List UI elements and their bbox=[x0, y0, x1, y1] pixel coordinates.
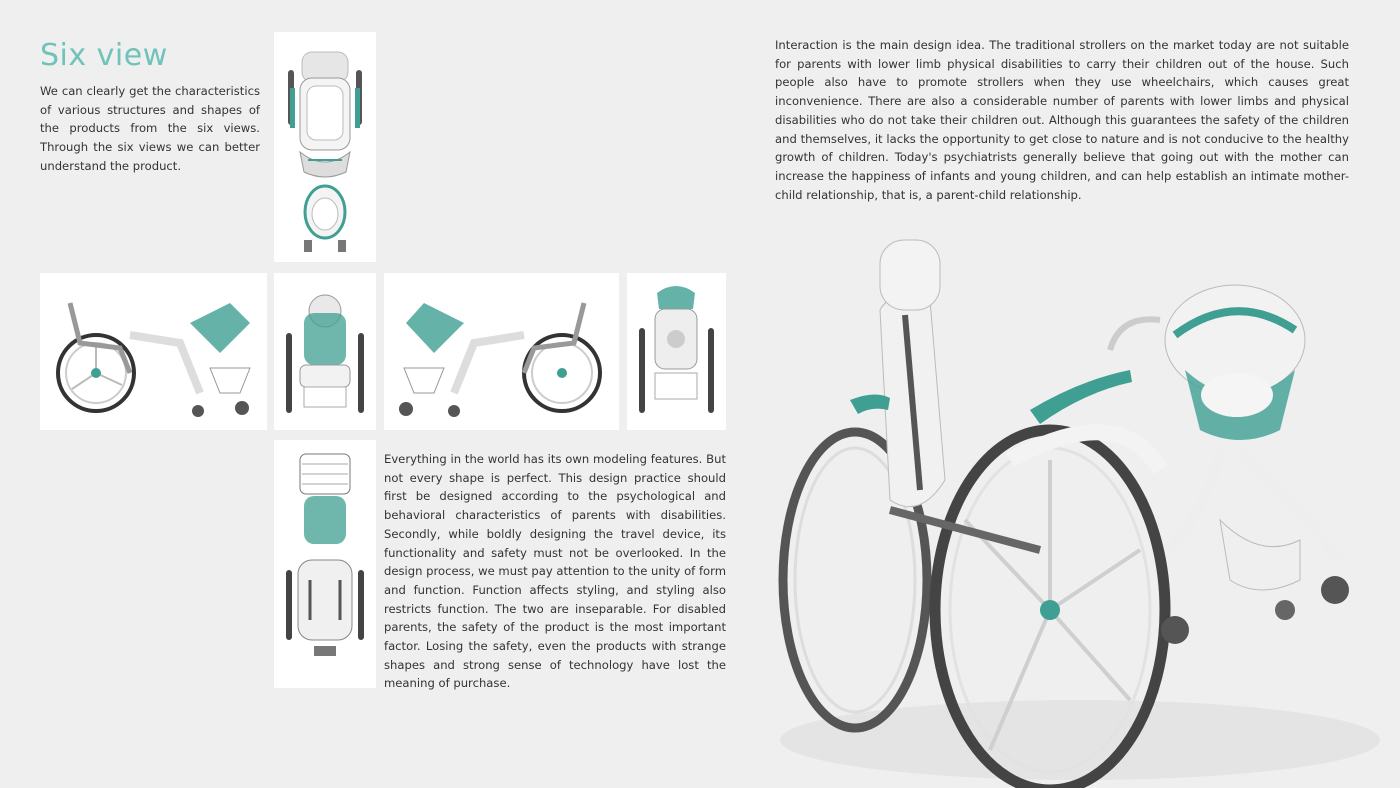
product-render-image bbox=[740, 220, 1400, 788]
design-idea-paragraph: Interaction is the main design idea. The traditional strollers on the market today are not suitable for parents with lower limb physical disabilities to carry their children out of the house. Such people also have to promote strollers when they use wheelchairs, which causes great inconvenience. There are also a considerable number of parents with lower limbs and physical disabilities who do not take their children out. Although this guarantees the safety of the children and themselves, it lacks the opportunity to get close to nature and is not conducive to the healthy growth of children. Today's psychiatrists generally believe that going out with the mother can increase the happiness of infants and young children, and can help establish an intimate mother-child relationship, that is, a parent-child relationship. bbox=[775, 38, 1349, 202]
right-side-view-image bbox=[384, 273, 619, 430]
back-view-image bbox=[627, 273, 726, 430]
page-title: Six view bbox=[40, 38, 168, 73]
front-view-image bbox=[274, 273, 376, 430]
modeling-paragraph: Everything in the world has its own modeling features. But not every shape is perfect. This design practice should first be designed according to the psychological and behavioral characteristics of parents with disabilities. Secondly, while boldly designing the travel device, its functionality and safety must not be overlooked. In the design process, we must pay attention to the unity of form and function. Function affects styling, and styling also restricts function. The two are inseparable. For disabled parents, the safety of the product is the most important factor. Losing the safety, even the products with strange shapes and strong sense of technology have lost the meaning of purchase. bbox=[384, 452, 726, 691]
bottom-view-image bbox=[274, 440, 376, 688]
left-side-view-image bbox=[40, 273, 267, 430]
intro-paragraph: We can clearly get the characteristics of various structures and shapes of the products from the six views. Through the six views we can better understand the product. bbox=[40, 84, 260, 173]
top-view-image bbox=[274, 32, 376, 262]
